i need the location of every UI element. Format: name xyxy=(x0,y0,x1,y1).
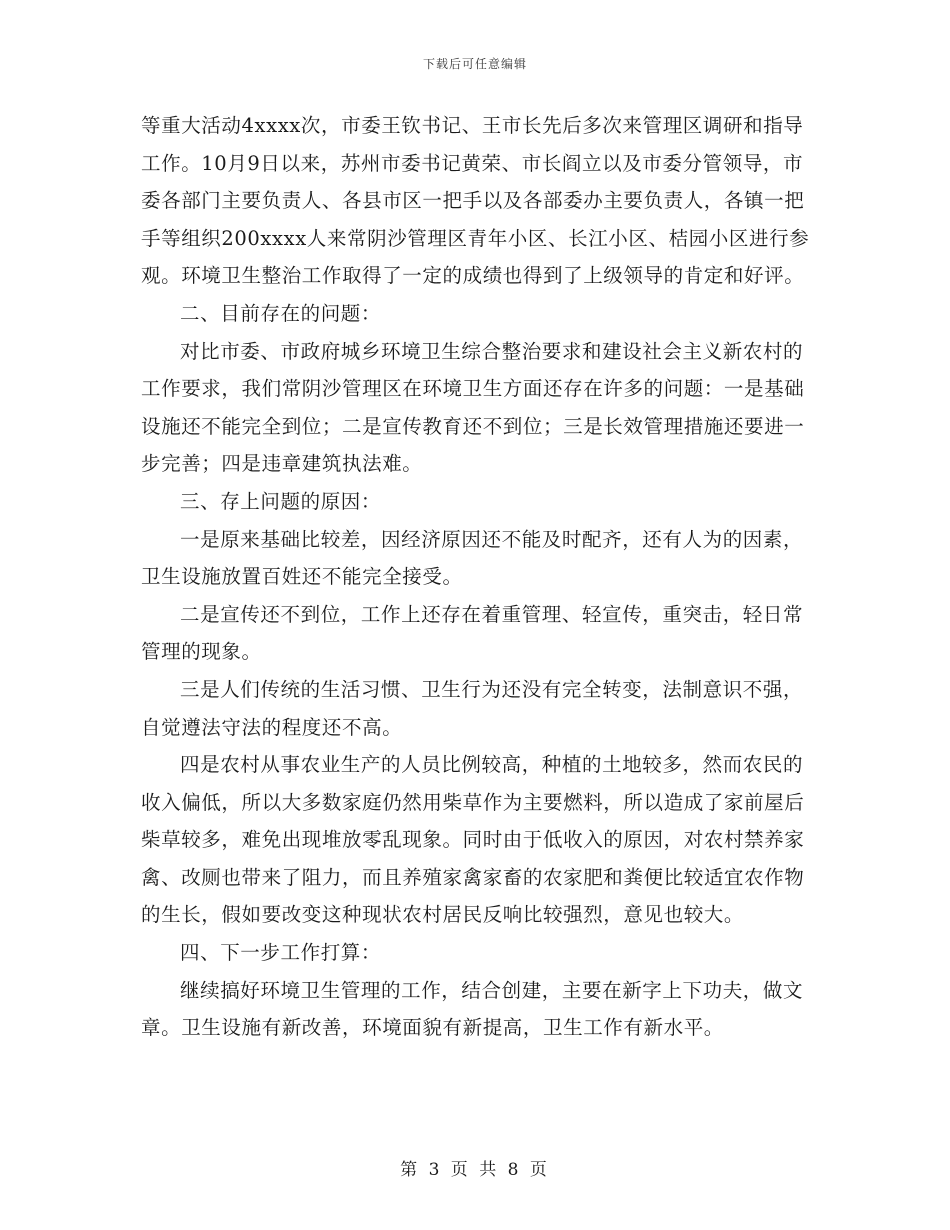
paragraph: 三是人们传统的生活习惯、卫生行为还没有完全转变，法制意识不强，自觉遵法守法的程度还不高。 xyxy=(141,677,804,739)
section-heading: 四、下一步工作打算： xyxy=(180,941,382,965)
paragraph: 一是原来基础比较差，因经济原因还不能及时配齐，还有人为的因素，卫生设施放置百姓还不能完全接受。 xyxy=(141,527,804,589)
paragraph: 继续搞好环境卫生管理的工作，结合创建，主要在新字上下功夫，做文章。卫生设施有新改善，环境面貌有新提高，卫生工作有新水平。 xyxy=(141,978,804,1040)
paragraph: 对比市委、市政府城乡环境卫生综合整治要求和建设社会主义新农村的工作要求，我们常阴沙管理区在环境卫生方面还存在许多的问题：一是基础设施还不能完全到位；二是宣传教育还不到位；三是长效管理措施还要进一步完善；四是违章建筑执法难。 xyxy=(141,339,805,476)
paragraph: 二是宣传还不到位，工作上还存在着重管理、轻宣传，重突击，轻日常管理的现象。 xyxy=(141,602,804,664)
paragraph: 四是农村从事农业生产的人员比例较高，种植的土地较多，然而农民的收入偏低，所以大多数家庭仍然用柴草作为主要燃料，所以造成了家前屋后柴草较多，难免出现堆放零乱现象。同时由于低收入的原因，对农村禁养家禽、改厕也带来了阻力，而且养殖家禽家畜的农家肥和粪便比较适宜农作物的生长，假如要改变这种现状农村居民反响比较强烈，意见也较大。 xyxy=(141,753,805,927)
section-heading: 三、存上问题的原因： xyxy=(180,489,382,513)
document-body xyxy=(141,107,813,1047)
section-heading: 二、目前存在的问题： xyxy=(180,301,382,325)
page-number: 第 3 页 共 8 页 xyxy=(400,1160,550,1180)
paragraph: 等重大活动4xxxx次，市委王钦书记、王市长先后多次来管理区调研和指导工作。10月9日以来，苏州市委书记黄荣、市长阎立以及市委分管领导，市委各部门主要负责人、各县市区一把手以及各部委办主要负责人，各镇一把手等组织200xxxx人来常阴沙管理区青年小区、长江小区、桔园小区进行参观。环境卫生整治工作取得了一定的成绩也得到了上级领导的肯定和好评。 xyxy=(141,114,810,288)
header-note: 下载后可任意编辑 xyxy=(422,57,527,71)
